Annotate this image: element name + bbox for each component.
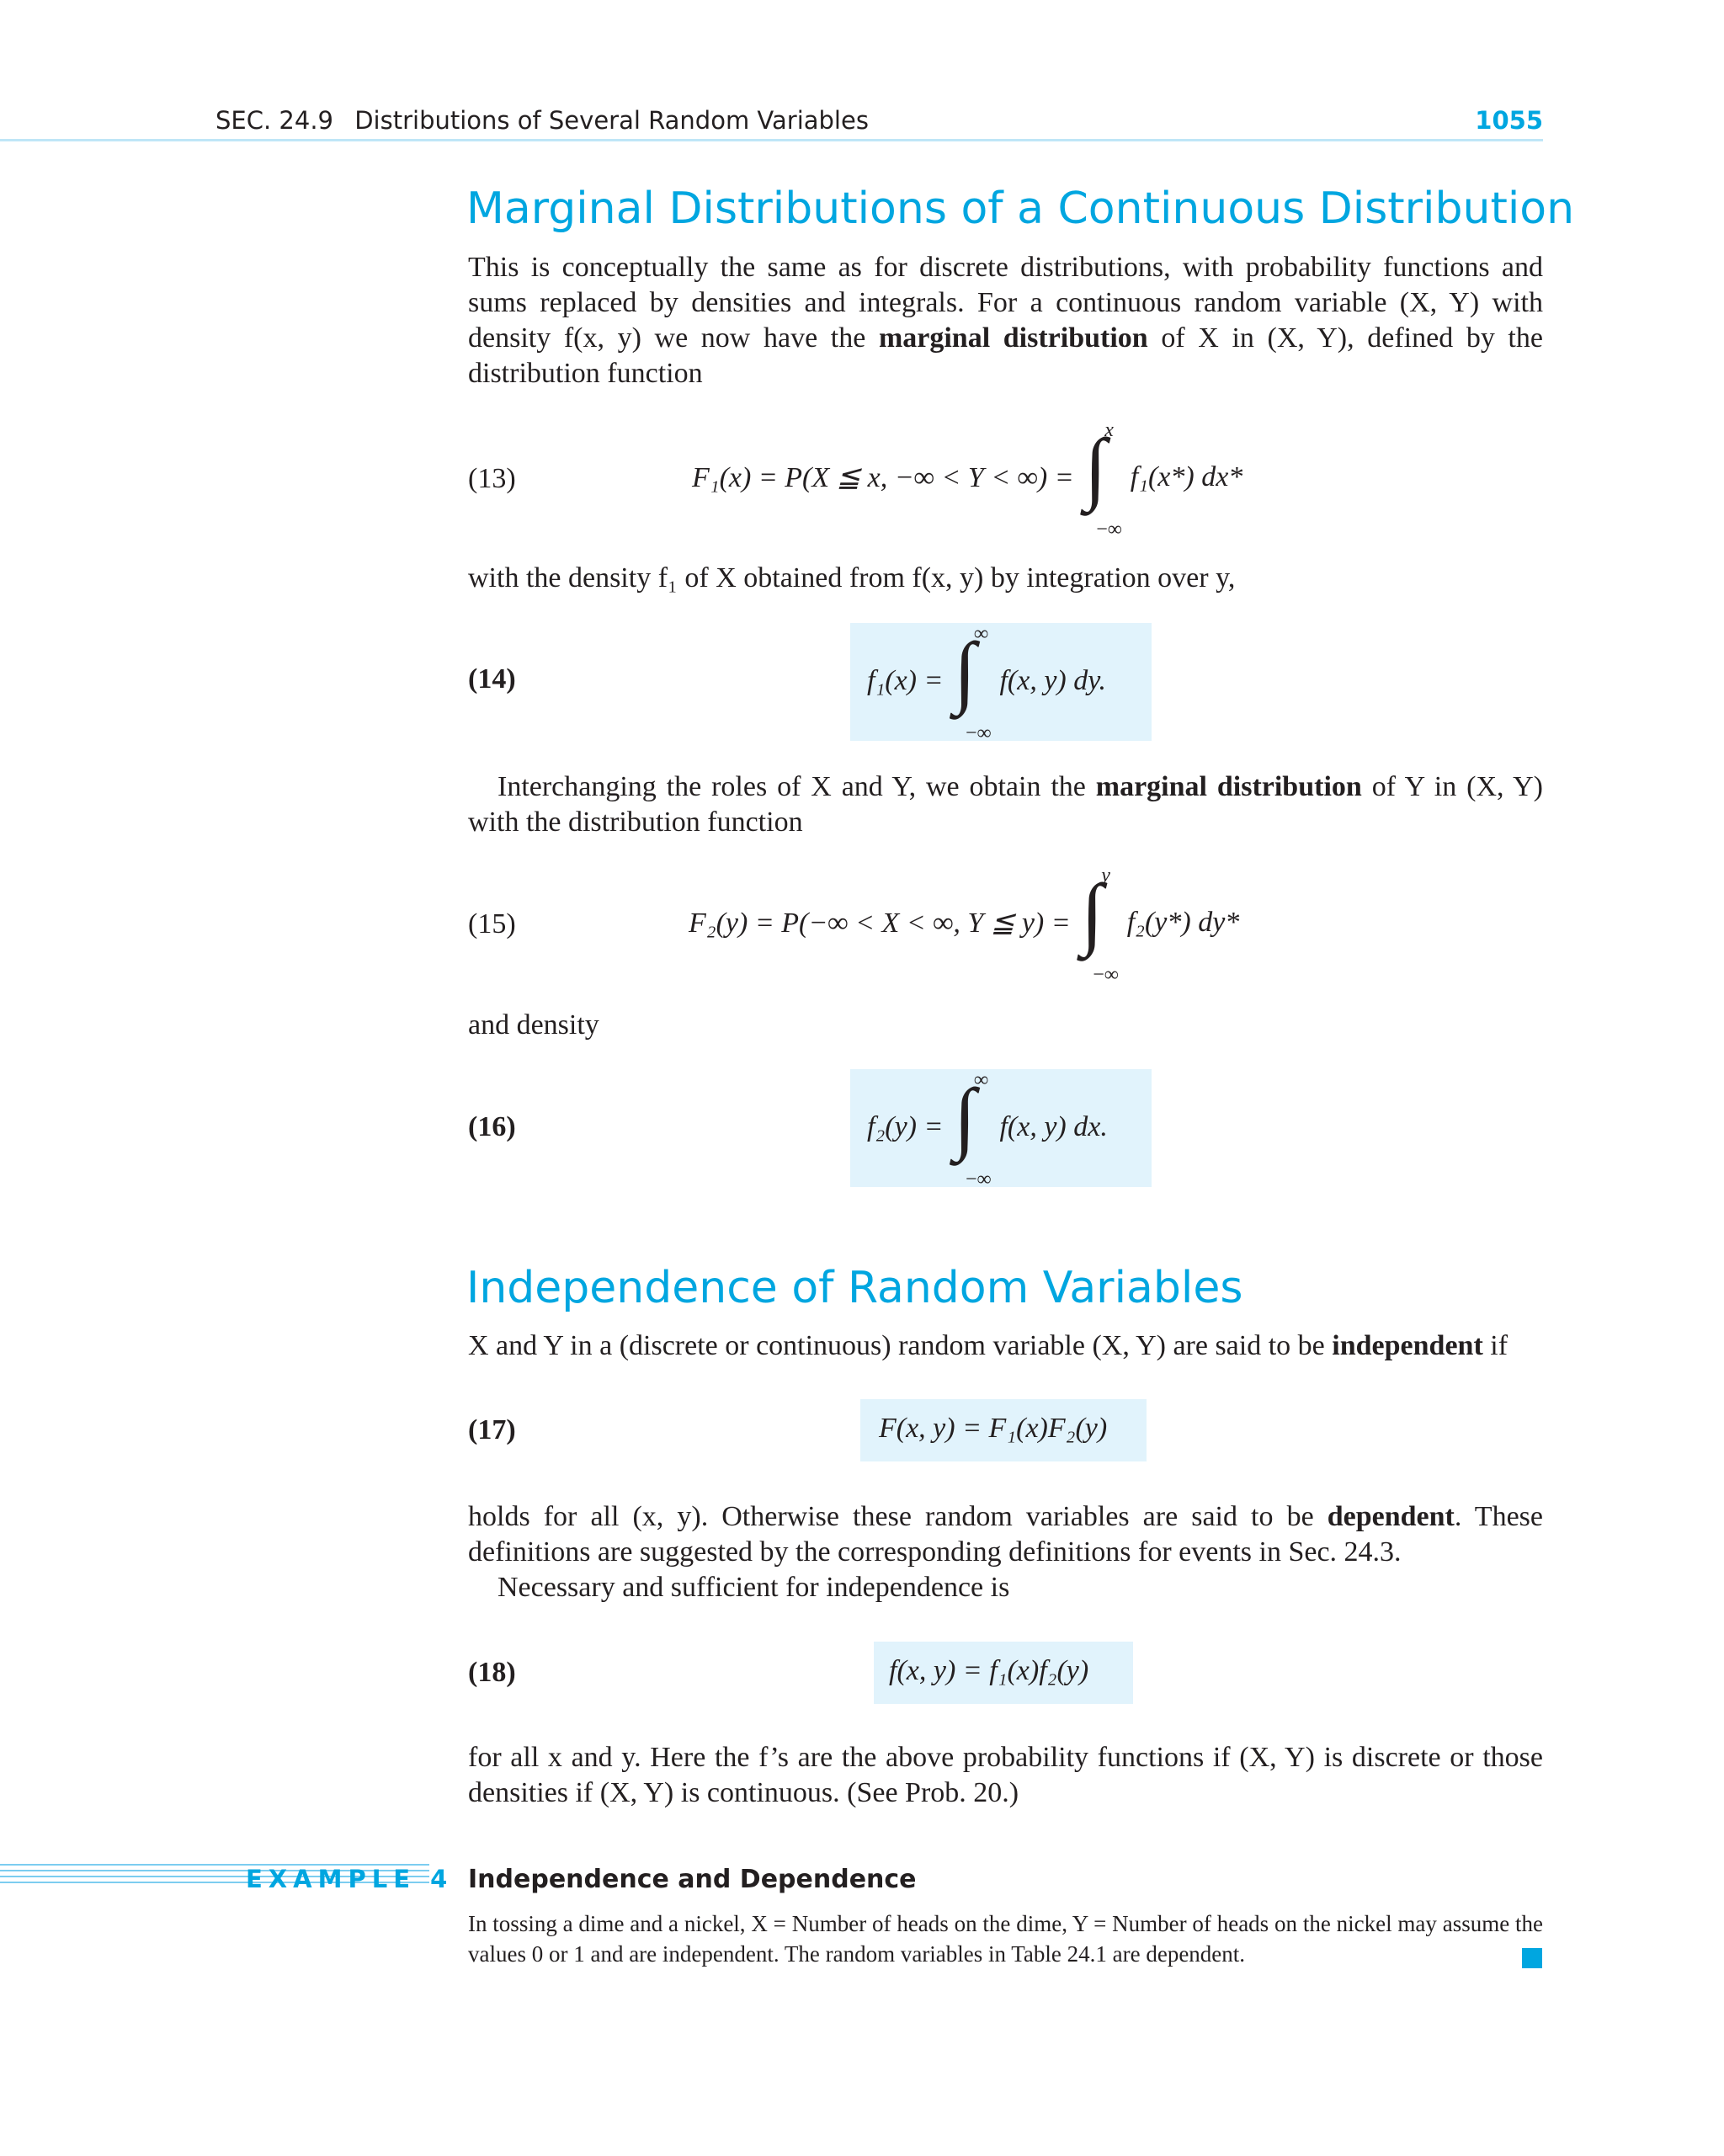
integrand: f₂(y*) dy* [1126,907,1240,938]
integral-upper-limit: x [1104,419,1114,441]
paragraph-independent [468,1328,1543,1364]
paragraph-interchanging [468,769,1543,840]
section-title: Distributions of Several Random Variables [354,106,869,135]
example-title: Independence and Dependence [468,1865,917,1894]
paragraph-text: This is conceptually the same as for discrete distributions, with probability functions and sums replaced by densities and integrals. For a continuous random variable (X, Y) with density f(x, y) we now have the [468,252,1543,354]
paragraph-for-all: for all x and y. Here the f’s are the above probability functions if (X, Y) is discrete or those densities if (X, Y) is continuous. (See Prob. 20.) [468,1742,1543,1808]
paragraph-text: of Y in (X, Y) with the distribution function [468,771,1543,838]
equation-number-15: (15) [468,908,516,940]
equation-number-18: (18) [468,1657,516,1688]
equation-14 [867,623,1106,744]
integral-lower-limit: −∞ [965,722,992,744]
term-marginal-distribution: marginal distribution [878,322,1148,354]
integral-sign: ∫ y −∞ [1081,865,1119,986]
equation-number-17: (17) [468,1414,516,1445]
equation-18: f(x, y) = f₁(x)f₂(y) [889,1655,1089,1686]
paragraph-and-density: and density [468,1009,599,1041]
integrand: f₁(x*) dx* [1130,461,1243,492]
paragraph-text: Interchanging the roles of X and Y, we obtain the [498,771,1096,802]
page-number: 1055 [1475,106,1543,135]
integral-lower-limit: −∞ [1093,964,1119,986]
paragraph-dependent [468,1499,1543,1570]
example-label: EXAMPLE 4 [246,1865,454,1893]
equation-17: F(x, y) = F₁(x)F₂(y) [879,1413,1108,1444]
term-independent: independent [1332,1330,1483,1361]
equation-16 [867,1069,1108,1190]
equation-lhs: f₁(x) = [867,665,944,696]
paragraph-density: with the density f₁ of X obtained from f(x, y) by integration over y, [468,562,1236,594]
equation-number-14: (14) [468,663,516,695]
paragraph-necessary: Necessary and sufficient for independence is [498,1572,1010,1603]
section-number: SEC. 24.9 [216,106,333,135]
section-heading-independence: Independence of Random Variables [466,1263,1243,1313]
integral-lower-limit: −∞ [1096,519,1122,540]
equation-lhs: f₂(y) = [867,1111,944,1142]
paragraph-text: of X in (X, Y), defined by the distribution function [468,322,1543,389]
equation-number-13: (13) [468,463,516,494]
section-heading-marginal: Marginal Distributions of a Continuous Distribution [466,184,1575,234]
end-of-example-marker [1522,1948,1542,1968]
equation-lhs: F₂(y) = P(−∞ < X < ∞, Y ≦ y) = [689,908,1071,939]
integral-upper-limit: ∞ [973,1069,989,1091]
equation-13 [692,419,1243,540]
equation-15 [689,865,1240,986]
paragraph-text: X and Y in a (discrete or continuous) random variable (X, Y) are said to be [468,1330,1333,1361]
integral-lower-limit: −∞ [965,1168,992,1190]
paragraph-intro [468,250,1543,391]
integral-upper-limit: y [1101,865,1110,886]
integral-sign: ∫ ∞ −∞ [953,623,992,744]
example-text: In tossing a dime and a nickel, X = Number of heads on the dime, Y = Number of heads on the nickel may assume the values 0 or 1 and are independent. The random variables in Table 24.1 are dependent. [468,1911,1543,1967]
equation-lhs: F₁(x) = P(X ≦ x, −∞ < Y < ∞) = [692,462,1074,493]
term-dependent: dependent [1327,1501,1455,1532]
integrand: f(x, y) dy. [999,665,1106,696]
integral-upper-limit: ∞ [973,623,989,645]
paragraph-text: holds for all (x, y). Otherwise these random variables are said to be [468,1501,1328,1532]
equation-number-16: (16) [468,1111,516,1142]
paragraph-text: . These definitions are suggested by the corresponding definitions for events in Sec. 24.3. [468,1501,1543,1568]
integrand: f(x, y) dx. [999,1111,1108,1142]
paragraph-text: if [1482,1330,1508,1361]
header-rule [0,139,1543,141]
integral-sign: ∫ x −∞ [1084,419,1122,540]
integral-sign: ∫ ∞ −∞ [953,1069,992,1190]
term-marginal-distribution: marginal distribution [1095,771,1362,802]
running-header [216,106,869,135]
